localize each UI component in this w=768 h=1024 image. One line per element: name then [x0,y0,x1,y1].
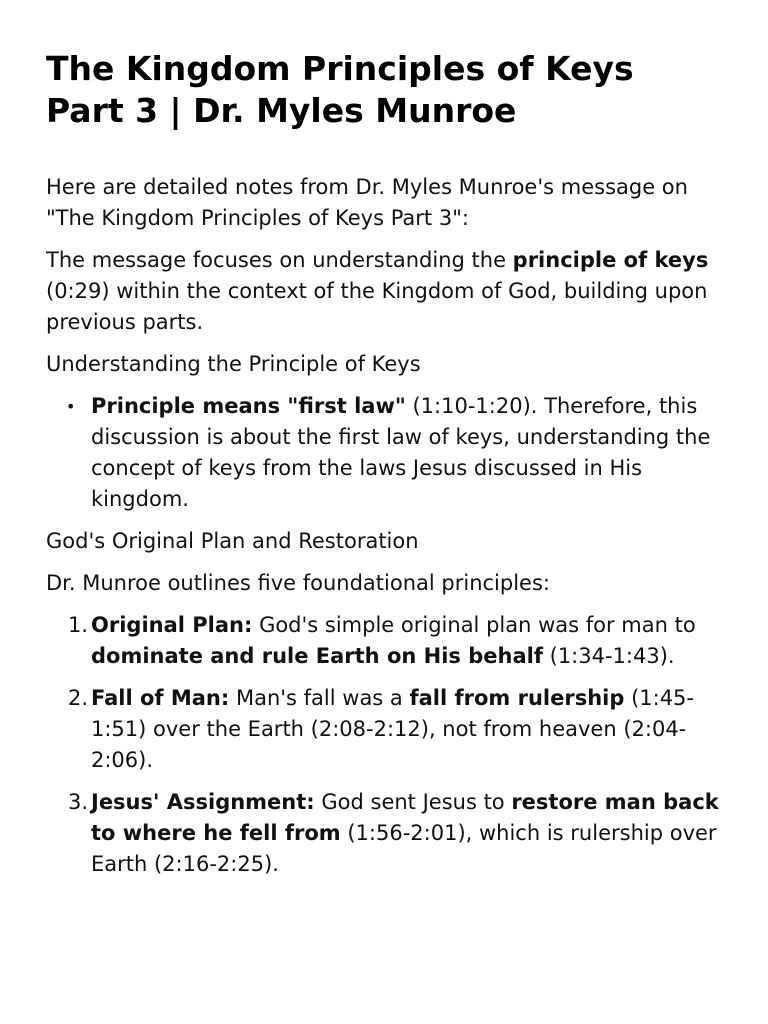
principle-text-1: God sent Jesus to [314,790,512,814]
list-item [46,610,722,672]
bullet-marker: • [66,397,76,416]
principle-label: Original Plan: [91,613,253,637]
principle-text-2: (1:56-2:01), which is rulership over Earth (2:16-2:25). [91,821,717,876]
page-title: The Kingdom Principles of Keys Part 3 | Dr. Myles Munroe [46,49,634,130]
list-item [46,787,722,880]
list-item [46,391,722,515]
principle-label: Fall of Man: [91,686,230,710]
principle-bold: dominate and rule Earth on His behalf [91,644,543,668]
section-intro: Dr. Munroe outlines five foundational principles: [46,571,550,595]
principle-text-2: (1:34-1:43). [542,644,675,668]
focus-text-2: (0:29) within the context of the Kingdom of God, building upon previous parts. [46,279,708,334]
focus-bold-principle: principle of keys [512,248,709,272]
list-number: 2. [68,686,89,710]
list-item-bold: Principle means "first law" [91,394,406,418]
principle-text-1: God's simple original plan was for man to [252,613,696,637]
principle-bold: restore man back to where he fell from [91,790,719,845]
intro-paragraph: Here are detailed notes from Dr. Myles Munroe's message on "The Kingdom Principles of Keys Part 3": [46,175,688,230]
focus-text-1: The message focuses on understanding the [46,248,513,272]
section-heading-original-plan: God's Original Plan and Restoration [46,529,419,553]
list-number: 1. [68,613,89,637]
principle-text-2: (1:45-1:51) over the Earth (2:08-2:12), not from heaven (2:04-2:06). [91,686,694,772]
principles-numbered-list [46,610,722,880]
principle-bullet-list [46,391,722,515]
list-number: 3. [68,790,89,814]
list-item-text: (1:10-1:20). Therefore, this discussion is about the first law of keys, understanding the concept of keys from the laws Jesus discussed in His kingdom. [91,394,711,511]
principle-label: Jesus' Assignment: [91,790,315,814]
principle-text-1: Man's fall was a [229,686,410,710]
section-heading-principle-of-keys: Understanding the Principle of Keys [46,352,421,376]
list-item [46,683,722,776]
principle-bold: fall from rulership [409,686,625,710]
focus-paragraph [46,245,722,338]
